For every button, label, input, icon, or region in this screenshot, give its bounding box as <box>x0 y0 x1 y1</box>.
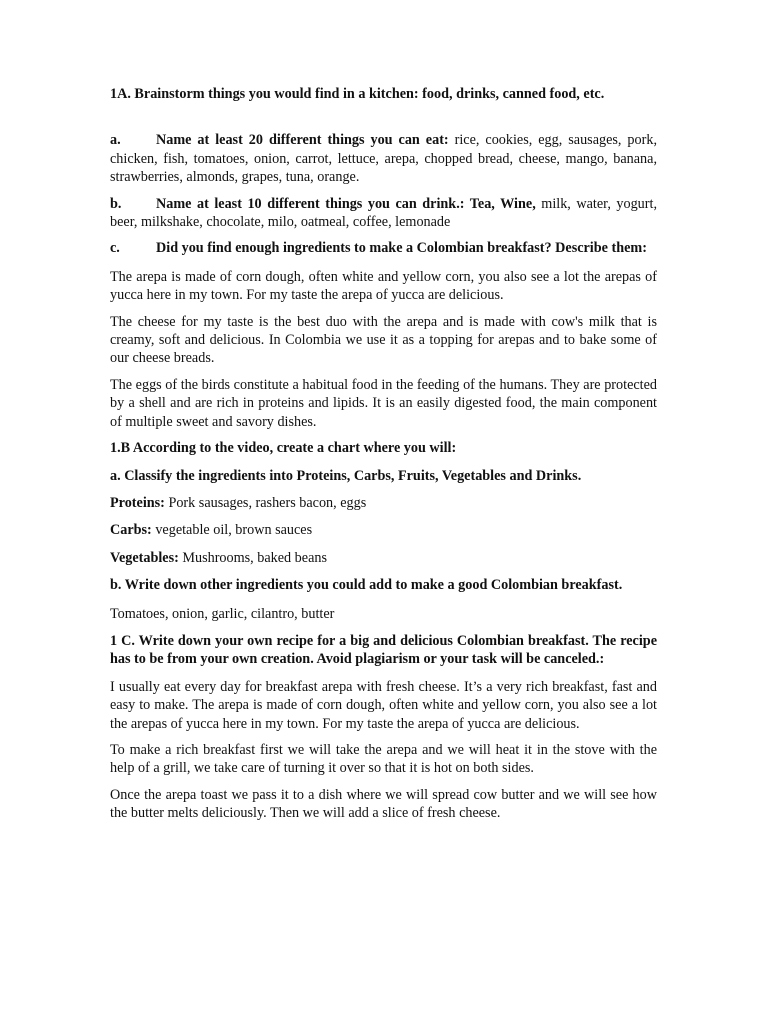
section-1b-heading: 1.B According to the video, create a chart where you will: <box>110 440 457 457</box>
question-b-answer: milk, water, yogurt, beer, milkshake, chocolate, milo, oatmeal, coffee, lemonade <box>110 195 657 231</box>
class-carbs <box>110 521 657 539</box>
document-body <box>110 85 657 831</box>
other-ingredients: Tomatoes, onion, garlic, cilantro, butter <box>110 605 335 622</box>
question-c <box>110 239 657 257</box>
section-1b-sub-b: b. Write down other ingredients you could add to make a good Colombian breakfast. <box>110 577 623 594</box>
arepa-paragraph: The arepa is made of corn dough, often white and yellow corn, you also see a lot the arepas of yucca here in my town. For my taste the arepa of yucca are delicious. <box>110 268 657 304</box>
vegetables-label: Vegetables: <box>110 549 179 566</box>
carbs-label: Carbs: <box>110 522 152 539</box>
question-b <box>110 195 657 232</box>
cheese-paragraph: The cheese for my taste is the best duo with the arepa and is made with cow's milk that is creamy, soft and delicious. In Colombia we use it as a topping for arepas and to bake some of our cheese breads. <box>110 313 657 367</box>
section-1c-heading: 1 C. Write down your own recipe for a big and delicious Colombian breakfast. The recipe has to be from your own creation. Avoid plagiarism or your task will be canceled.: <box>110 632 657 668</box>
eggs-paragraph: The eggs of the birds constitute a habitual food in the feeding of the humans. They are protected by a shell and are rich in proteins and lipids. It is an easily digested food, the main component of multiple sweet and savory dishes. <box>110 376 657 430</box>
class-proteins <box>110 494 657 512</box>
question-a-text: Name at least 20 different things you can eat: <box>156 132 449 149</box>
section-1a-heading: 1A. Brainstorm things you would find in a kitchen: food, drinks, canned food, etc. <box>110 86 605 102</box>
recipe-paragraph-1: I usually eat every day for breakfast arepa with fresh cheese. It’s a very rich breakfast, fast and easy to make. The arepa is made of corn dough, often white and yellow corn, you also see a lot the arepas of yucca here in my town. For my taste the arepa of yucca are delicious. <box>110 678 657 732</box>
recipe-paragraph-3: Once the arepa toast we pass it to a dish where we will spread cow butter and we will see how the butter melts deliciously. Then we will add a slice of fresh cheese. <box>110 786 657 822</box>
question-b-text: Name at least 10 different things you can drink.: Tea, Wine, <box>156 195 536 212</box>
question-a-answer: rice, cookies, egg, sausages, pork, chicken, fish, tomatoes, onion, carrot, lettuce, arepa, chopped bread, cheese, mango, banana, strawberries, almonds, grapes, tuna, orange. <box>110 132 657 186</box>
question-a <box>110 131 657 186</box>
question-c-letter: c. <box>110 240 120 257</box>
recipe-paragraph-2: To make a rich breakfast first we will take the arepa and we will heat it in the stove with the help of a grill, we take care of turning it over so that it is hot on both sides. <box>110 741 657 777</box>
question-b-letter: b. <box>110 195 122 212</box>
vegetables-value: Mushrooms, baked beans <box>178 549 327 566</box>
class-vegetables <box>110 549 657 567</box>
question-c-text: Did you find enough ingredients to make a Colombian breakfast? Describe them: <box>156 240 647 257</box>
question-a-letter: a. <box>110 132 121 149</box>
carbs-value: vegetable oil, brown sauces <box>151 522 313 539</box>
proteins-value: Pork sausages, rashers bacon, eggs <box>164 494 367 511</box>
proteins-label: Proteins: <box>110 494 165 511</box>
section-1b-sub-a: a. Classify the ingredients into Proteins, Carbs, Fruits, Vegetables and Drinks. <box>110 467 582 484</box>
